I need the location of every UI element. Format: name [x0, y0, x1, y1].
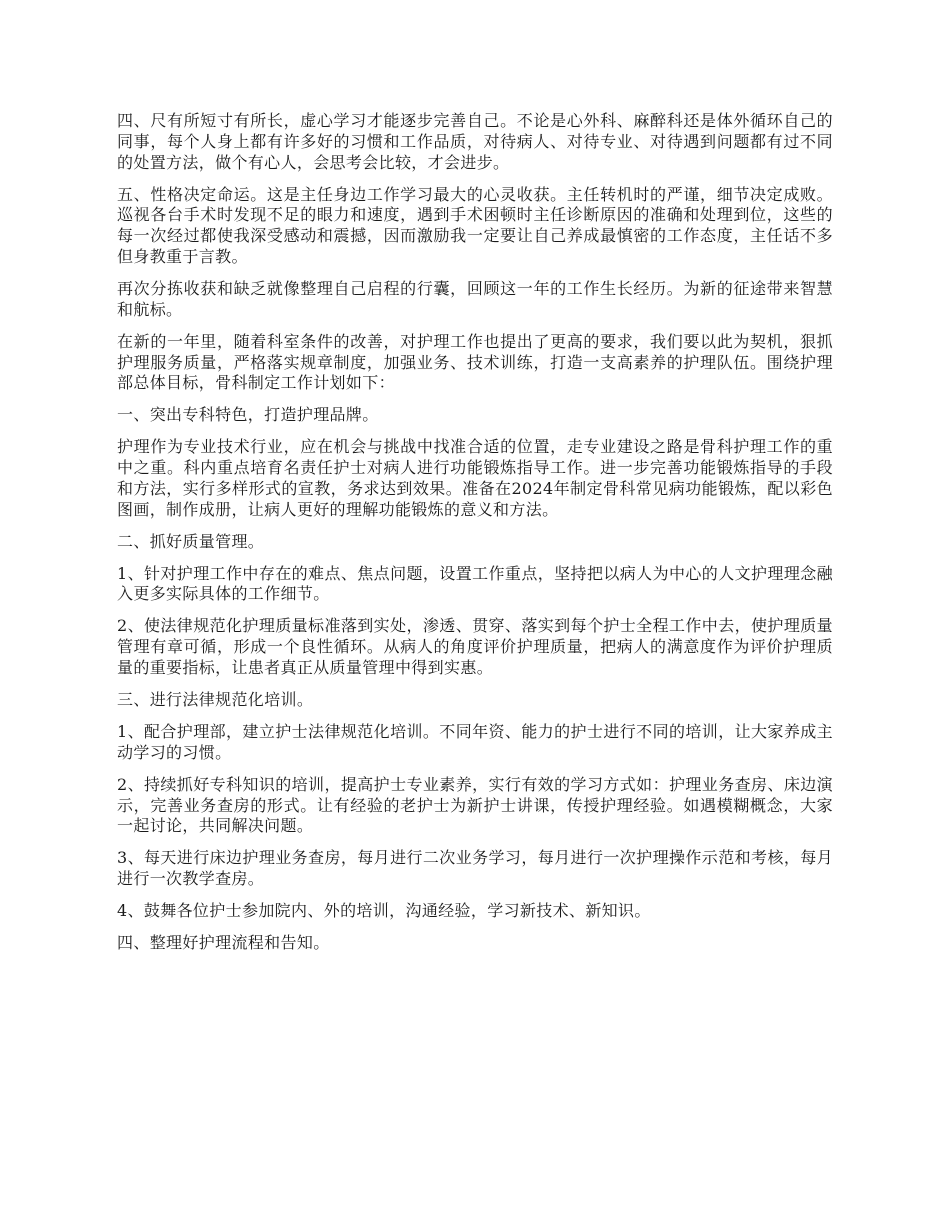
section-heading: 二、抓好质量管理。 [117, 531, 265, 551]
list-item: 3、每天进行床边护理业务查房，每月进行二次业务学习，每月进行一次护理操作示范和考核，每月进行一次教学查房。 [117, 848, 833, 889]
list-item: 4、鼓舞各位护士参加院内、外的培训，沟通经验，学习新技术、新知识。 [117, 901, 651, 921]
paragraph: 四、尺有所短寸有所长，虚心学习才能逐步完善自己。不论是心外科、麻醉科还是体外循环自己的同事，每个人身上都有许多好的习惯和工作品质，对待病人、对待专业、对待遇到问题都有过不同的处置方法，做个有心人，会思考会比较，才会进步。 [117, 111, 833, 172]
section-heading: 三、进行法律规范化培训。 [117, 690, 314, 710]
list-item: 2、使法律规范化护理质量标准落到实处，渗透、贯穿、落实到每个护士全程工作中去，使护理质量管理有章可循，形成一个良性循环。从病人的角度评价护理质量，把病人的满意度作为评价护理质量的重要指标，让患者真正从质量管理中得到实惠。 [117, 616, 833, 678]
list-item: 1、配合护理部，建立护士法律规范化培训。不同年资、能力的护士进行不同的培训，让大家养成主动学习的习惯。 [117, 722, 833, 762]
paragraph: 再次分拣收获和缺乏就像整理自己启程的行囊，回顾这一年的工作生长经历。为新的征途带来智慧和航标。 [117, 278, 833, 319]
section-heading: 一、突出专科特色，打造护理品牌。 [117, 405, 379, 425]
list-item: 2、持续抓好专科知识的培训，提高护士专业素养，实行有效的学习方式如：护理业务查房、床边演示，完善业务查房的形式。让有经验的老护士为新护士讲课，传授护理经验。如遇模糊概念，大家一起讨论，共同解决问题。 [117, 774, 833, 836]
list-item: 1、针对护理工作中存在的难点、焦点问题，设置工作重点，坚持把以病人为中心的人文护理理念融入更多实际具体的工作细节。 [117, 563, 833, 604]
section-heading: 四、整理好护理流程和告知。 [117, 933, 330, 953]
paragraph: 在新的一年里，随着科室条件的改善，对护理工作也提出了更高的要求，我们要以此为契机，狠抓护理服务质量，严格落实规章制度，加强业务、技术训练，打造一支高素养的护理队伍。围绕护理部总体目标，骨科制定工作计划如下： [117, 331, 833, 393]
paragraph: 护理作为专业技术行业，应在机会与挑战中找准合适的位置，走专业建设之路是骨科护理工作的重中之重。科内重点培育名责任护士对病人进行功能锻炼指导工作。进一步完善功能锻炼指导的手段和方法，实行多样形式的宣教，务求达到效果。准备在2024年制定骨科常见病功能锻炼，配以彩色图画，制作成册，让病人更好的理解功能锻炼的意义和方法。 [117, 437, 833, 519]
paragraph: 五、性格决定命运。这是主任身边工作学习最大的心灵收获。主任转机时的严谨，细节决定成败。巡视各台手术时发现不足的眼力和速度，遇到手术困顿时主任诊断原因的准确和处理到位，这些的每一次经过都使我深受感动和震撼，因而激励我一定要让自己养成最慎密的工作态度，主任话不多但身教重于言教。 [117, 184, 833, 266]
document-body [117, 111, 833, 965]
